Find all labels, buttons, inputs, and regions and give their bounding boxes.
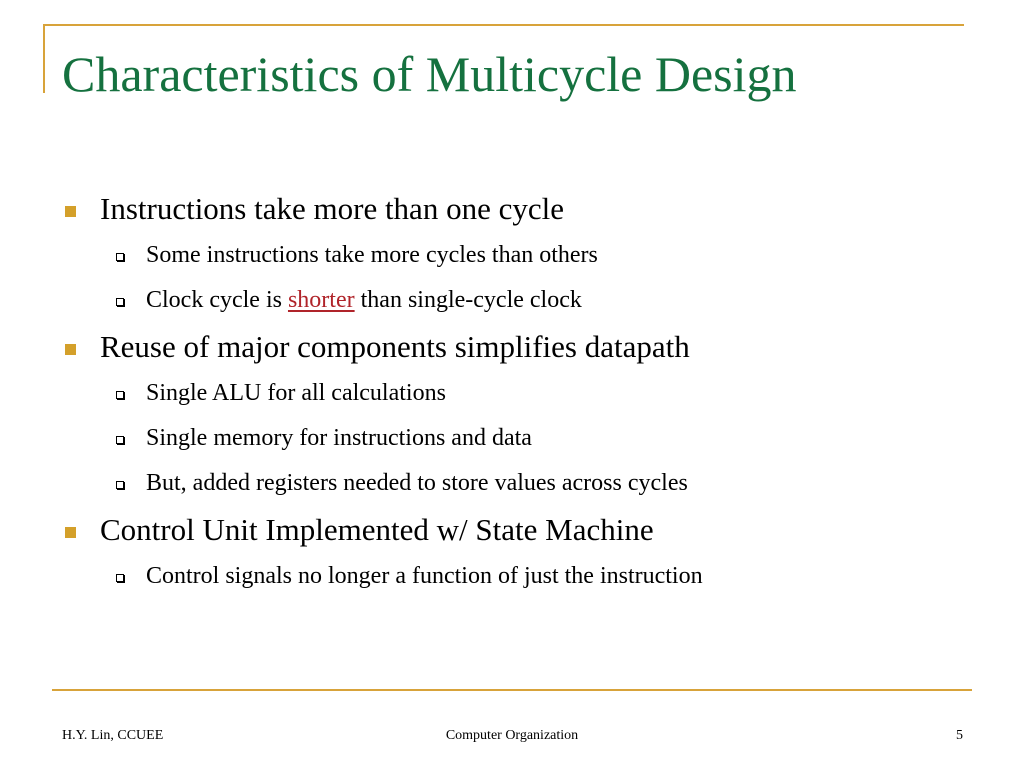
footer-author: H.Y. Lin, CCUEE <box>62 728 164 743</box>
bullet-item-control-unit <box>62 507 982 553</box>
square-bullet-icon <box>65 206 76 217</box>
title-frame-left-rule <box>43 24 45 93</box>
hollow-square-bullet-icon <box>116 481 124 489</box>
bullet-text: Reuse of major components simplifies datapath <box>100 329 690 364</box>
sub-bullet-item <box>62 416 982 461</box>
footer-rule <box>52 689 972 691</box>
hollow-square-bullet-icon <box>116 298 124 306</box>
sub-bullet-text: Single ALU for all calculations <box>146 380 446 406</box>
hollow-square-bullet-icon <box>116 436 124 444</box>
bullet-text: Control Unit Implemented w/ State Machine <box>100 512 654 547</box>
footer-course-title: Computer Organization <box>445 728 579 743</box>
square-bullet-icon <box>65 527 76 538</box>
bullet-text: Instructions take more than one cycle <box>100 191 564 226</box>
footer-page-number: 5 <box>956 728 963 743</box>
sub-bullet-item <box>62 554 982 599</box>
sub-bullet-list <box>62 371 982 506</box>
sub-bullet-item <box>62 233 982 278</box>
sub-bullet-item <box>62 371 982 416</box>
square-bullet-icon <box>65 344 76 355</box>
sub-bullet-text: Single memory for instructions and data <box>146 425 532 451</box>
sub-bullet-text: Some instructions take more cycles than others <box>146 242 598 268</box>
sub-bullet-list <box>62 233 982 323</box>
sub-bullet-item <box>62 461 982 506</box>
sub-bullet-text-prefix: Clock cycle is <box>146 287 288 313</box>
bullet-list <box>62 186 982 600</box>
sub-bullet-text: But, added registers needed to store values across cycles <box>146 470 688 496</box>
hollow-square-bullet-icon <box>116 391 124 399</box>
hollow-square-bullet-icon <box>116 253 124 261</box>
bullet-item-instructions-cycles <box>62 186 982 232</box>
title-frame-top-rule <box>43 24 964 26</box>
sub-bullet-list <box>62 554 982 599</box>
highlighted-word-shorter: shorter <box>287 287 355 313</box>
slide-title: Characteristics of Multicycle Design <box>62 46 797 102</box>
sub-bullet-text: Control signals no longer a function of just the instruction <box>146 563 703 589</box>
sub-bullet-item <box>62 278 982 323</box>
bullet-item-reuse-components <box>62 324 982 370</box>
hollow-square-bullet-icon <box>116 574 124 582</box>
sub-bullet-text-suffix: than single-cycle clock <box>354 287 582 313</box>
